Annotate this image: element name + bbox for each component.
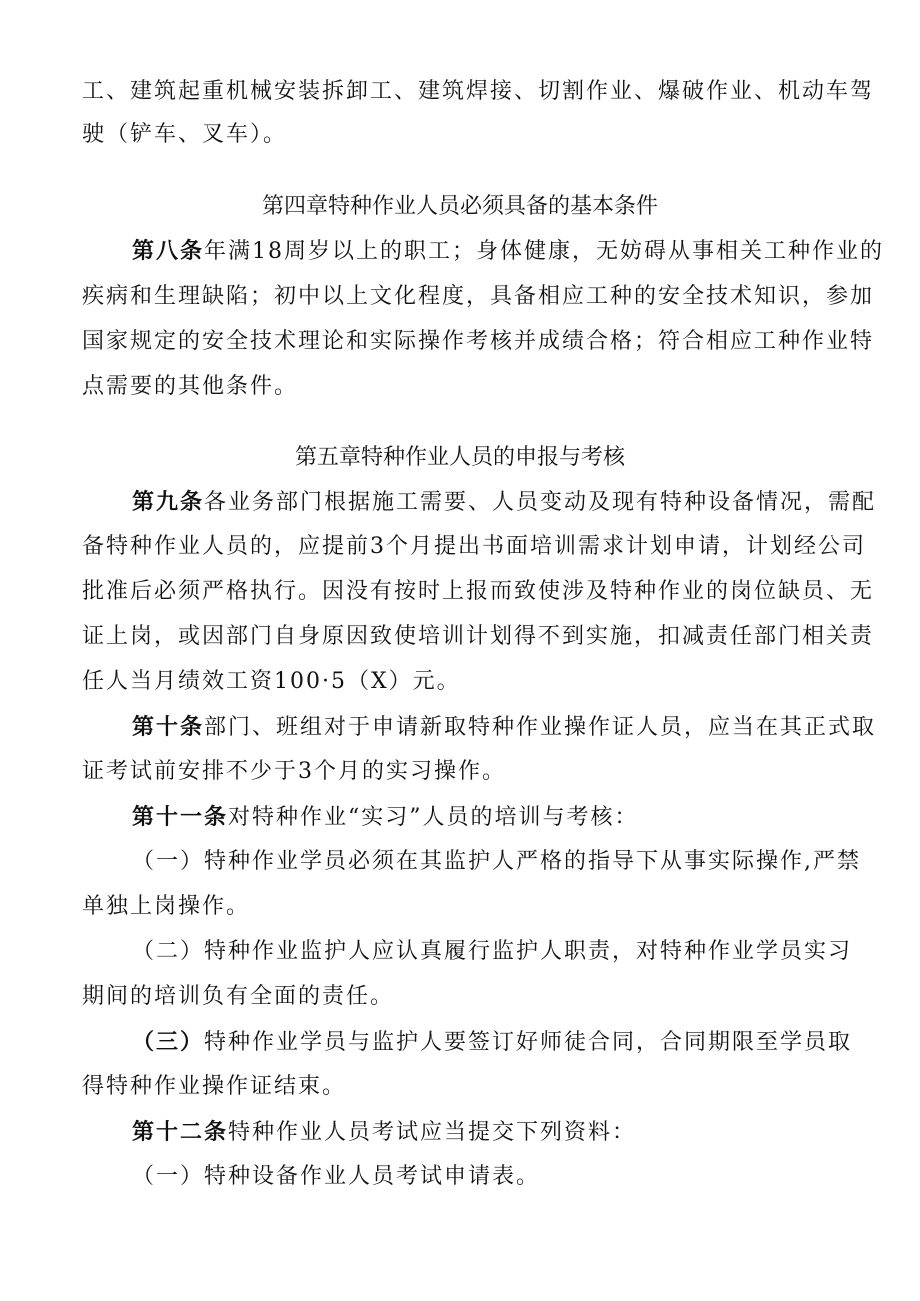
article-10-text-1: 部门、班组对于申请新取特种作业操作证人员，应当在其正式取 — [204, 715, 877, 740]
article-11-item-3-text-1: 特种作业学员与监护人要签订好师徒合同，合同期限至学员取 — [204, 1030, 853, 1055]
article-8-line-1 — [132, 236, 885, 267]
article-8-text-1: 年满18周岁以上的职工；身体健康，无妨碍从事相关工种作业的 — [204, 239, 885, 264]
article-8-line-4: 点需要的其他条件。 — [82, 374, 299, 399]
article-11-item-3-line-1 — [132, 1027, 853, 1058]
article-9-label: 第九条 — [132, 489, 205, 515]
article-11-line-1 — [132, 802, 639, 833]
article-12-text-1: 特种作业人员考试应当提交下列资料： — [228, 1120, 637, 1145]
article-9-line-3: 批准后必须严格执行。因没有按时上报而致使涉及特种作业的岗位缺员、无 — [82, 579, 875, 604]
article-10-line-1 — [132, 712, 877, 743]
article-11-item-2-line-2: 期间的培训负有全面的责任。 — [82, 984, 395, 1009]
article-11-item-3-label: （三） — [132, 1029, 205, 1055]
article-11-item-3-line-2: 得特种作业操作证结束。 — [82, 1074, 347, 1099]
article-11-item-1-line-2: 单独上岗操作。 — [82, 894, 251, 919]
article-9-line-4: 证上岗，或因部门自身原因致使培训计划得不到实施，扣减责任部门相关责 — [82, 624, 875, 649]
article-12-item-1: （一）特种设备作业人员考试申请表。 — [132, 1164, 541, 1189]
article-10-line-2: 证考试前安排不少于3个月的实习操作。 — [82, 759, 506, 784]
article-8-line-2: 疾病和生理缺陷；初中以上文化程度，具备相应工种的安全技术知识，参加 — [82, 284, 875, 309]
article-9-text-1: 各业务部门根据施工需要、人员变动及现有特种设备情况，需配 — [204, 490, 877, 515]
article-11-item-1-line-1: （一）特种作业学员必须在其监护人严格的指导下从事实际操作,严禁 — [132, 849, 861, 874]
article-12-label: 第十二条 — [132, 1119, 229, 1145]
article-8-line-3: 国家规定的安全技术理论和实际操作考核并成绩合格；符合相应工种作业特 — [82, 329, 875, 354]
article-11-label: 第十一条 — [132, 804, 229, 830]
article-11-item-2-line-1: （二）特种作业监护人应认真履行监护人职责，对特种作业学员实习 — [132, 939, 853, 964]
article-9-line-5: 任人当月绩效工资100·5（X）元。 — [82, 669, 461, 694]
chapter-5-title: 第五章特种作业人员的申报与考核 — [294, 445, 625, 470]
article-11-text-1: 对特种作业“实习”人员的培训与考核： — [228, 805, 639, 830]
chapter-4-title: 第四章特种作业人员必须具备的基本条件 — [261, 194, 658, 219]
article-10-label: 第十条 — [132, 714, 205, 740]
article-9-line-1 — [132, 487, 877, 518]
article-9-line-2: 备特种作业人员的，应提前3个月提出书面培训需求计划申请，计划经公司 — [82, 534, 866, 559]
article-8-label: 第八条 — [132, 238, 205, 264]
intro-line-1: 工、建筑起重机械安装拆卸工、建筑焊接、切割作业、爆破作业、机动车驾 — [82, 79, 875, 104]
intro-line-2: 驶（铲车、叉车）。 — [82, 122, 288, 147]
article-12-line-1 — [132, 1117, 636, 1148]
